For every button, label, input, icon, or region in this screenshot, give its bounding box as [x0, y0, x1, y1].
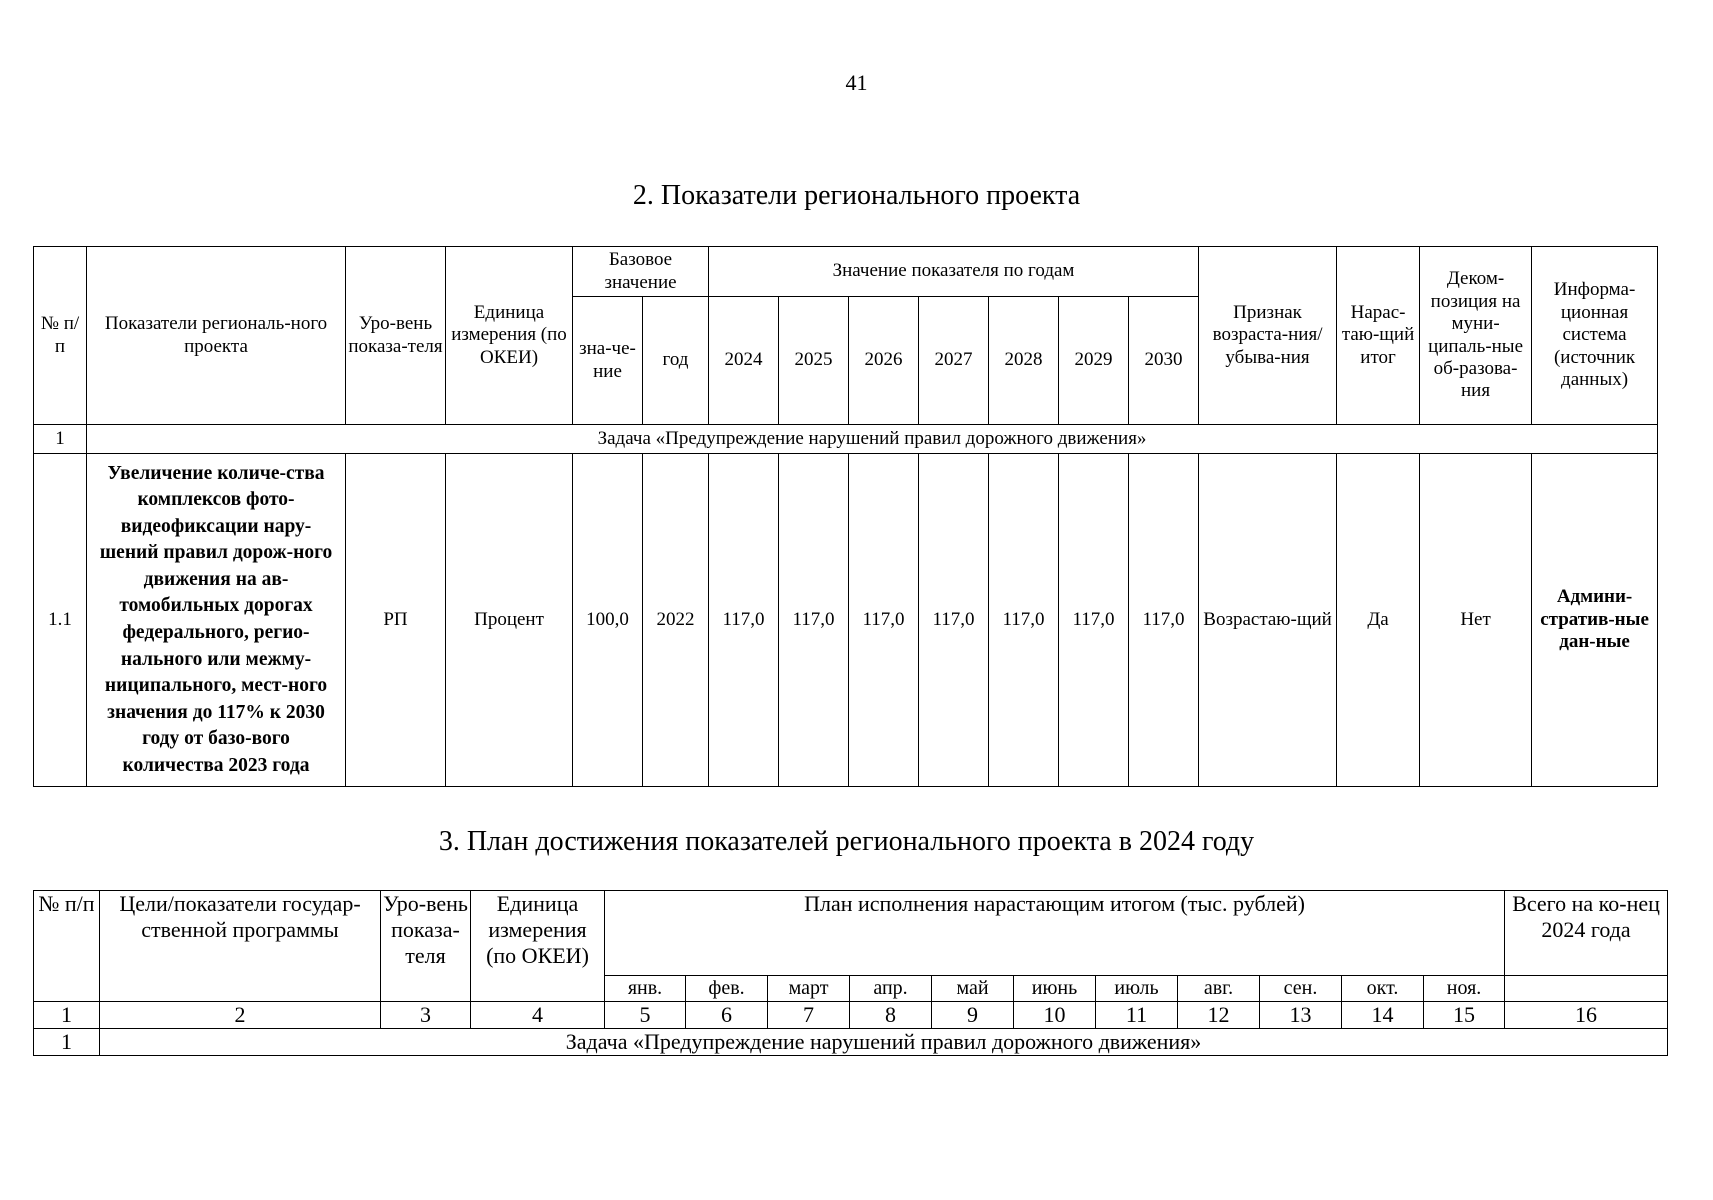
- header-trend: Признак возраста-ния/убыва-ния: [1199, 247, 1337, 425]
- header-base-value: зна-че-ние: [573, 297, 643, 425]
- header-indicator: Показатели региональ-ного проекта: [87, 247, 346, 425]
- header-unit: Единица измерения (по ОКЕИ): [471, 891, 605, 1002]
- row-year-value: 117,0: [1059, 454, 1129, 787]
- section-3-title: 3. План достижения показателей регионального проекта в 2024 году: [438, 826, 1255, 857]
- header-info-system: Информа-ционная система (источник данных): [1532, 247, 1658, 425]
- column-number: 3: [381, 1002, 471, 1029]
- header-month: апр.: [850, 976, 932, 1002]
- row-year-value: 117,0: [919, 454, 989, 787]
- header-num: № п/п: [34, 891, 100, 1002]
- header-month: янв.: [605, 976, 686, 1002]
- row-cumulative: Да: [1337, 454, 1420, 787]
- task-label: Задача «Предупреждение нарушений правил дорожного движения»: [100, 1029, 1668, 1056]
- header-month: фев.: [686, 976, 768, 1002]
- header-decomposition: Деком-позиция на муни-ципаль-ные об-разова-ния: [1420, 247, 1532, 425]
- row-trend: Возрастаю-щий: [1199, 454, 1337, 787]
- column-number: 1: [34, 1002, 100, 1029]
- header-cumulative: Нарас-таю-щий итог: [1337, 247, 1420, 425]
- row-decomposition: Нет: [1420, 454, 1532, 787]
- column-number: 14: [1342, 1002, 1424, 1029]
- row-year-value: 117,0: [849, 454, 919, 787]
- header-month: май: [932, 976, 1014, 1002]
- header-year: 2027: [919, 297, 989, 425]
- column-number: 10: [1014, 1002, 1096, 1029]
- row-base-value: 100,0: [573, 454, 643, 787]
- regional-project-indicators-table: [33, 246, 1658, 787]
- column-number: 16: [1505, 1002, 1668, 1029]
- row-indicator: Увеличение количе-ства комплексов фото-видеофиксации нару-шений правил дорож-ного движения на ав-томобильных дорогах федерального, регио-нального или межму-ниципального, мест-ного значения до 117% к 2030 году от базо-вого количества 2023 года: [87, 454, 346, 787]
- header-base: Базовое значение: [573, 247, 709, 297]
- header-level: Уро-вень показа-теля: [346, 247, 446, 425]
- column-number: 12: [1178, 1002, 1260, 1029]
- section-2-title: 2. Показатели регионального проекта: [632, 180, 1081, 211]
- header-year: 2025: [779, 297, 849, 425]
- task-num: 1: [34, 425, 87, 454]
- header-month: сен.: [1260, 976, 1342, 1002]
- header-by-years: Значение показателя по годам: [709, 247, 1199, 297]
- header-goals: Цели/показатели государ-ственной программы: [100, 891, 381, 1002]
- header-level: Уро-вень показа-теля: [381, 891, 471, 1002]
- row-base-year: 2022: [643, 454, 709, 787]
- header-total-blank: [1505, 976, 1668, 1002]
- column-number: 8: [850, 1002, 932, 1029]
- column-number: 2: [100, 1002, 381, 1029]
- header-month: окт.: [1342, 976, 1424, 1002]
- header-base-year: год: [643, 297, 709, 425]
- row-level: РП: [346, 454, 446, 787]
- header-unit: Единица измерения (по ОКЕИ): [446, 247, 573, 425]
- column-number: 6: [686, 1002, 768, 1029]
- header-year: 2028: [989, 297, 1059, 425]
- row-year-value: 117,0: [989, 454, 1059, 787]
- header-month: март: [768, 976, 850, 1002]
- header-total: Всего на ко-нец 2024 года: [1505, 891, 1668, 976]
- row-info-system: Админи-стратив-ные дан-ные: [1532, 454, 1658, 787]
- header-year: 2030: [1129, 297, 1199, 425]
- column-number: 7: [768, 1002, 850, 1029]
- column-number: 15: [1424, 1002, 1505, 1029]
- row-num: 1.1: [34, 454, 87, 787]
- table-row: [34, 454, 1658, 787]
- page-number: 41: [845, 70, 868, 95]
- header-month: июль: [1096, 976, 1178, 1002]
- task-label: Задача «Предупреждение нарушений правил дорожного движения»: [87, 425, 1658, 454]
- header-year: 2029: [1059, 297, 1129, 425]
- column-number: 9: [932, 1002, 1014, 1029]
- header-year: 2024: [709, 297, 779, 425]
- column-number: 11: [1096, 1002, 1178, 1029]
- header-plan: План исполнения нарастающим итогом (тыс. рублей): [605, 891, 1505, 976]
- column-number: 5: [605, 1002, 686, 1029]
- row-year-value: 117,0: [779, 454, 849, 787]
- header-month: ноя.: [1424, 976, 1505, 1002]
- row-year-value: 117,0: [1129, 454, 1199, 787]
- task-num: 1: [34, 1029, 100, 1056]
- header-month: авг.: [1178, 976, 1260, 1002]
- header-year: 2026: [849, 297, 919, 425]
- header-month: июнь: [1014, 976, 1096, 1002]
- row-unit: Процент: [446, 454, 573, 787]
- column-number: 4: [471, 1002, 605, 1029]
- column-number: 13: [1260, 1002, 1342, 1029]
- row-year-value: 117,0: [709, 454, 779, 787]
- indicator-plan-2024-table: [33, 890, 1668, 1056]
- header-num: № п/п: [34, 247, 87, 425]
